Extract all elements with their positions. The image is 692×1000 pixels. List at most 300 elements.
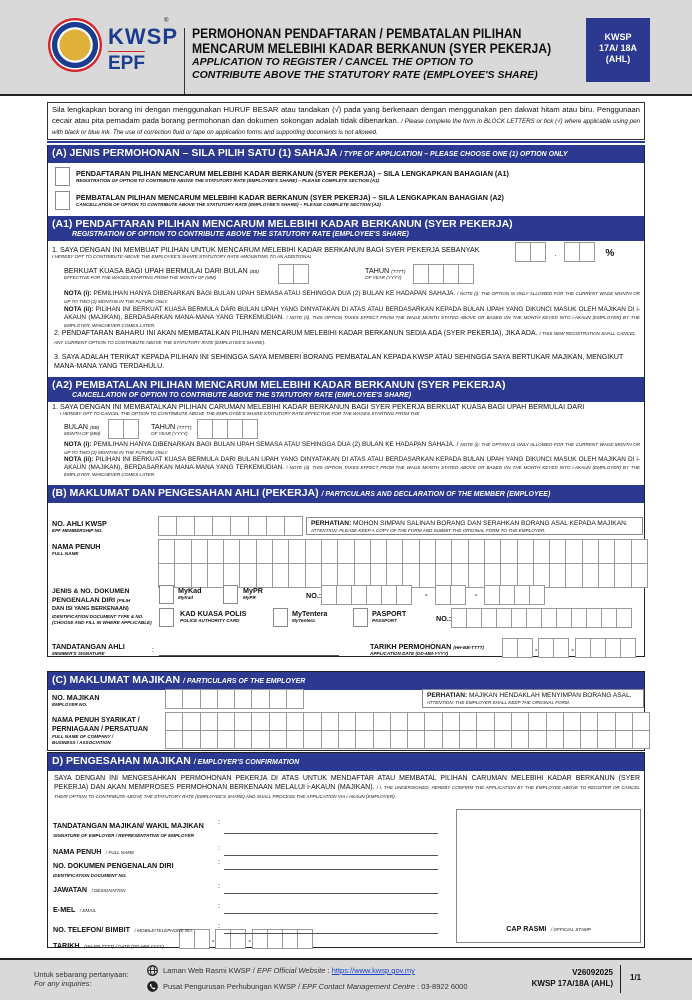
input-box[interactable] xyxy=(632,712,650,731)
input-box[interactable] xyxy=(605,638,621,658)
input-box[interactable] xyxy=(234,712,252,731)
input-box[interactable] xyxy=(278,264,294,284)
input-box[interactable] xyxy=(407,730,425,749)
passport-no-label: NO.: xyxy=(436,614,452,623)
section-b-header: (B) MAKLUMAT DAN PENGESAHAN AHLI (PEKERJA) / PARTICULARS AND DECLARATION OF THE MEMBER (EMPLOYEE) xyxy=(48,485,644,503)
input-box[interactable] xyxy=(182,712,200,731)
input-box[interactable] xyxy=(631,563,648,588)
form-code-badge: KWSP 17A/ 18A (AHL) xyxy=(586,18,650,82)
a1-item3: 3. SAYA ADALAH TERIKAT KEPADA PILIHAN INI SEHINGGA SAYA MEMBERI BORANG PEMBATALAN KEPADA KWSP ATAU SEHINGGA SAYA BERTUKAR MAJIKAN, MENGIKUT MANA-MANA YANG TERDAHULU. xyxy=(54,354,624,370)
footer xyxy=(0,958,692,1000)
input-box[interactable] xyxy=(269,689,287,709)
employer-field-label: NAMA PENUH / FULL NAME xyxy=(53,847,135,856)
company-name-row-2[interactable] xyxy=(166,730,650,749)
input-box[interactable] xyxy=(373,712,391,731)
input-box[interactable] xyxy=(390,730,408,749)
input-box[interactable] xyxy=(200,730,218,749)
input-box[interactable] xyxy=(494,730,512,749)
employer-field-line[interactable] xyxy=(224,933,438,934)
input-box[interactable] xyxy=(227,419,243,439)
employer-field-label: E-MEL / EMAIL xyxy=(53,905,97,914)
input-box[interactable] xyxy=(215,929,231,949)
stamp-label: CAP RASMI / OFFICIAL STAMP xyxy=(506,924,591,933)
input-box[interactable] xyxy=(286,712,304,731)
input-box[interactable] xyxy=(293,264,309,284)
input-box[interactable] xyxy=(451,539,468,564)
dash: - xyxy=(535,645,538,655)
input-box[interactable] xyxy=(123,419,139,439)
employer-field-label: TANDATANGAN MAJIKAN/ WAKIL MAJIKAN SIGNATURE OF EMPLOYER / REPRESENTATIVE OF EMPLOYER xyxy=(53,821,204,838)
signature-label: TANDATANGAN AHLI MEMBER'S SIGNATURE xyxy=(52,642,125,656)
input-box[interactable] xyxy=(511,712,529,731)
input-box[interactable] xyxy=(182,689,200,709)
year-boxes[interactable] xyxy=(576,638,636,658)
input-box[interactable] xyxy=(616,608,632,628)
input-box[interactable] xyxy=(194,929,210,949)
mykad-checkbox[interactable] xyxy=(159,585,174,604)
phone-icon xyxy=(147,981,158,994)
section-d xyxy=(47,752,645,948)
option-register[interactable] xyxy=(55,167,70,186)
input-box[interactable] xyxy=(305,563,322,588)
input-box[interactable] xyxy=(517,638,533,658)
input-box[interactable] xyxy=(615,730,633,749)
colon: : xyxy=(218,843,220,852)
section-a xyxy=(47,145,645,217)
input-box[interactable] xyxy=(370,539,387,564)
input-box[interactable] xyxy=(165,730,183,749)
decimal-point: . xyxy=(554,249,557,259)
input-box[interactable] xyxy=(256,563,273,588)
input-box[interactable] xyxy=(428,264,444,284)
mytentera-label: MyTentera MyTentera xyxy=(292,609,328,623)
percent-decimal[interactable] xyxy=(565,242,595,262)
input-box[interactable] xyxy=(499,585,515,605)
input-box[interactable] xyxy=(286,689,304,709)
a2-year-label: TAHUN (TTTT) OF YEAR (YYYY) xyxy=(151,422,192,436)
employer-attention-note: PERHATIAN: MAJIKAN HENDAKLAH MENYIMPAN BORANG ASAL. ATTENTION: THE EMPLOYER SHALL KEEP THE ORIGINAL FORM. xyxy=(422,689,644,708)
input-box[interactable] xyxy=(484,585,500,605)
employer-field-line[interactable] xyxy=(224,869,438,870)
epf-no-boxes[interactable] xyxy=(159,516,303,536)
input-box[interactable] xyxy=(407,712,425,731)
input-box[interactable] xyxy=(338,712,356,731)
input-box[interactable] xyxy=(598,539,615,564)
globe-icon xyxy=(147,965,158,978)
contact-line: Pusat Pengurusan Perhubungan KWSP / EPF Contact Management Centre : 03-8922 6000 xyxy=(163,982,468,991)
register-checkbox[interactable] xyxy=(55,167,70,186)
a1-item2: 2. PENDAFTARAN BAHARU INI AKAN MEMBATALKAN PILIHAN MENCARUM MELEBIHI KADAR BERKANUN SEDIA ADA (SYER PEKERJA), JIKA ADA. / THIS NEW REGISTRATION SHALL CANCEL ANY CURRENT OPTION TO CONTRIBUTE ABOVE THE STATUTORY RATE (EMPLOYEE'S SHARE). xyxy=(54,330,636,345)
input-box[interactable] xyxy=(390,712,408,731)
input-box[interactable] xyxy=(321,539,338,564)
input-box[interactable] xyxy=(381,585,397,605)
application-date-input xyxy=(503,638,636,658)
passport-option[interactable] xyxy=(353,608,368,627)
input-box[interactable] xyxy=(459,730,477,749)
input-box[interactable] xyxy=(590,638,606,658)
input-box[interactable] xyxy=(266,516,285,536)
dash: - xyxy=(248,936,251,946)
divider xyxy=(184,28,185,94)
logo-epf-text: EPF xyxy=(108,53,145,74)
input-box[interactable] xyxy=(424,712,442,731)
input-box[interactable] xyxy=(476,730,494,749)
input-box[interactable] xyxy=(336,585,352,605)
input-box[interactable] xyxy=(165,689,183,709)
colon: : xyxy=(218,817,220,826)
employer-field-label: NO. TELEFON/ BIMBIT / MOBILE/TELEPHONE NO. xyxy=(53,925,193,934)
input-box[interactable] xyxy=(419,539,436,564)
a1-item1: 1. SAYA DENGAN INI MEMBUAT PILIHAN UNTUK MENCARUM MELEBIHI KADAR BERKANUN BAGI SYER PEKERJA SEBANYAK I HEREBY OPT TO CONTRIBUTE ABOVE THE EMPLOYEE'S SHARE STATUTORY RATE AMOUNTING TO AN ADDITIONAL xyxy=(52,245,480,259)
colon: : xyxy=(218,881,220,890)
input-box[interactable] xyxy=(450,585,466,605)
input-box[interactable] xyxy=(530,242,546,262)
employer-field-label: NO. DOKUMEN PENGENALAN DIRI IDENTIFICATION DOCUMENT NO. xyxy=(53,861,174,878)
input-box[interactable] xyxy=(239,539,256,564)
input-box[interactable] xyxy=(601,608,617,628)
input-box[interactable] xyxy=(553,638,569,658)
company-name-row-1[interactable] xyxy=(166,712,650,731)
input-box[interactable] xyxy=(217,712,235,731)
input-box[interactable] xyxy=(549,539,566,564)
input-box[interactable] xyxy=(239,563,256,588)
input-box[interactable] xyxy=(217,689,235,709)
logo-kwsp-text: KWSP xyxy=(108,24,178,49)
input-box[interactable] xyxy=(288,563,305,588)
input-box[interactable] xyxy=(586,608,602,628)
input-box[interactable] xyxy=(242,419,258,439)
input-box[interactable] xyxy=(182,730,200,749)
employer-field-label: JAWATAN / DESIGNATION xyxy=(53,885,126,894)
input-box[interactable] xyxy=(538,638,554,658)
input-box[interactable] xyxy=(582,539,599,564)
input-box[interactable] xyxy=(514,585,530,605)
input-box[interactable] xyxy=(197,419,213,439)
passport-checkbox[interactable] xyxy=(353,608,368,627)
divider xyxy=(47,141,645,143)
input-box[interactable] xyxy=(563,730,581,749)
input-box[interactable] xyxy=(402,539,419,564)
input-box[interactable] xyxy=(191,563,208,588)
input-box[interactable] xyxy=(565,539,582,564)
input-box[interactable] xyxy=(234,689,252,709)
application-date-label: TARIKH PERMOHONAN (HH-BB-TTTT) APPLICATION DATE (DD-MM-YYYY) xyxy=(370,642,484,656)
input-box[interactable] xyxy=(251,712,269,731)
input-box[interactable] xyxy=(435,539,452,564)
passport-no-boxes[interactable] xyxy=(452,608,632,628)
input-box[interactable] xyxy=(158,516,177,536)
input-box[interactable] xyxy=(272,563,289,588)
input-box[interactable] xyxy=(174,539,191,564)
kwsp-logo xyxy=(48,18,102,72)
input-box[interactable] xyxy=(297,929,313,949)
mytentera-checkbox[interactable] xyxy=(273,608,288,627)
section-c-header: (C) MAKLUMAT MAJIKAN / PARTICULARS OF THE EMPLOYER xyxy=(48,672,644,690)
input-box[interactable] xyxy=(580,730,598,749)
input-box[interactable] xyxy=(476,712,494,731)
form-title: PERMOHONAN PENDAFTARAN / PEMBATALAN PILIHAN MENCARUM MELEBIHI KADAR BERKANUN (SYER PEKERJA) xyxy=(192,26,552,56)
a1-month-boxes[interactable] xyxy=(279,264,309,284)
colon: : xyxy=(218,901,220,910)
section-c xyxy=(47,671,645,751)
input-box[interactable] xyxy=(230,516,249,536)
input-box[interactable] xyxy=(515,242,531,262)
colon: : xyxy=(218,921,220,930)
input-box[interactable] xyxy=(269,730,287,749)
input-box[interactable] xyxy=(620,638,636,658)
input-box[interactable] xyxy=(511,608,527,628)
header xyxy=(0,0,692,96)
colon: : xyxy=(152,645,154,654)
mypr-option[interactable] xyxy=(223,585,238,604)
input-box[interactable] xyxy=(597,730,615,749)
input-box[interactable] xyxy=(200,712,218,731)
official-stamp-box[interactable] xyxy=(456,809,641,943)
epf-no-label: NO. AHLI KWSP EPF MEMBERSHIP NO. xyxy=(52,519,107,533)
day-boxes[interactable] xyxy=(503,638,533,658)
percent-whole[interactable] xyxy=(516,242,546,262)
input-box[interactable] xyxy=(442,730,460,749)
input-box[interactable] xyxy=(435,585,451,605)
input-box[interactable] xyxy=(212,516,231,536)
section-a2 xyxy=(47,377,645,486)
input-box[interactable] xyxy=(598,563,615,588)
input-box[interactable] xyxy=(194,516,213,536)
inquiries-label: Untuk sebarang pertanyaan: For any inquiries: xyxy=(34,970,129,988)
input-box[interactable] xyxy=(424,730,442,749)
input-box[interactable] xyxy=(546,730,564,749)
mytentera-option[interactable] xyxy=(273,608,288,627)
section-b xyxy=(47,485,645,657)
employer-date-input xyxy=(180,929,313,949)
input-box[interactable] xyxy=(108,419,124,439)
input-box[interactable] xyxy=(526,608,542,628)
input-box[interactable] xyxy=(468,563,485,588)
input-box[interactable] xyxy=(571,608,587,628)
section-a-header: (A) JENIS PERMOHONAN – SILA PILIH SATU (1) SAHAJA / TYPE OF APPLICATION – PLEASE CHOOSE ONE (1) OPTION ONLY xyxy=(48,145,644,163)
input-box[interactable] xyxy=(528,730,546,749)
employer-field-line[interactable] xyxy=(224,833,438,834)
divider xyxy=(620,965,621,993)
input-box[interactable] xyxy=(564,242,580,262)
input-box[interactable] xyxy=(165,712,183,731)
input-box[interactable] xyxy=(252,929,268,949)
input-box[interactable] xyxy=(207,563,224,588)
input-box[interactable] xyxy=(546,712,564,731)
mypr-label: MyPR MyPR xyxy=(243,586,263,600)
input-box[interactable] xyxy=(251,730,269,749)
a1-notes: NOTA (i): PEMILIHAN HANYA DIBENARKAN BAGI BULAN UPAH SEMASA ATAU SEHINGGA DUA (2) BULAN KE HADAPAN SAHAJA. / NOTE (i): THE OPTION IS ONLY ALLOWED FOR THE CURRENT WAGE MONTH OR UP TO TWO (2) MONTHS IN THE FUTURE ONLY. NOTA (ii): PILIHAN INI BERKUAT KUASA BERMULA DARI BULAN UPAH YANG DINYATAKAN DI ATAS ATAU BERDASARKAN KEPADA BULAN UPAH YANG DIKUNCI MASUK OLEH MAJIKAN DI i-AKAUN (MAJIKAN), BERDASARKAN MANA-MANA YANG TERKEMUDIAN. / NOTE (ii): THIS OPTION TAKES EFFECT FROM THE WAGE MONTH STATED ABOVE OR BASED ON THE MONTH KEYED INTO i-AKAUN (EMPLOYER) BY THE EMPLOYER, WHICHEVER COMES LATER. xyxy=(64,290,641,328)
input-box[interactable] xyxy=(321,712,339,731)
input-box[interactable] xyxy=(575,638,591,658)
input-box[interactable] xyxy=(158,539,175,564)
employer-no-label: NO. MAJIKAN EMPLOYER NO. xyxy=(52,693,100,707)
police-label: KAD KUASA POLIS POLICE AUTHORITY CARD xyxy=(180,609,247,623)
input-box[interactable] xyxy=(272,539,289,564)
input-box[interactable] xyxy=(632,730,650,749)
section-a1-header: (A1) PENDAFTARAN PILIHAN MENCARUM MELEBIHI KADAR BERKANUN (SYER PEKERJA) REGISTRATION OF OPTION TO CONTRIBUTE ABOVE THE STATUTORY RATE (EMPLOYEE'S SHARE) xyxy=(48,216,644,241)
mykad-label: MyKad MyKad xyxy=(178,586,202,600)
input-box[interactable] xyxy=(354,539,371,564)
a2-month-label: BULAN (BB) MONTH OF (MM) xyxy=(64,422,101,436)
id-doc-label: JENIS & NO. DOKUMEN PENGENALAN DIRI (PILIH DAN ISI YANG BERKENAAN) IDENTIFICATION DOCUMENT TYPE & NO. (CHOOSE AND FILL IN WHERE APPLICABLE) xyxy=(52,588,152,625)
input-box[interactable] xyxy=(597,712,615,731)
input-box[interactable] xyxy=(223,539,240,564)
input-box[interactable] xyxy=(496,608,512,628)
input-box[interactable] xyxy=(321,585,337,605)
passport-label: PASPORT PASSPORT xyxy=(372,609,407,623)
police-checkbox[interactable] xyxy=(159,608,174,627)
input-box[interactable] xyxy=(419,563,436,588)
option-cancel[interactable] xyxy=(55,191,70,210)
employer-field-line[interactable] xyxy=(224,893,438,894)
input-box[interactable] xyxy=(443,264,459,284)
input-box[interactable] xyxy=(533,539,550,564)
employer-field-line[interactable] xyxy=(224,855,438,856)
employer-field-line[interactable] xyxy=(224,913,438,914)
input-box[interactable] xyxy=(337,539,354,564)
input-box[interactable] xyxy=(466,608,482,628)
a1-year-label: TAHUN (TTTT) OF YEAR (YYYY) xyxy=(365,266,406,280)
section-a1 xyxy=(47,216,645,378)
section-a2-header: (A2) PEMBATALAN PILIHAN MENCARUM MELEBIHI KADAR BERKANUN (SYER PEKERJA) CANCELLATION OF OPTION TO CONTRIBUTE ABOVE THE STATUTORY RATE (EMPLOYEE'S SHARE) xyxy=(48,377,644,402)
full-name-row-1[interactable] xyxy=(159,539,648,564)
mykad-option[interactable] xyxy=(159,585,174,604)
input-box[interactable] xyxy=(251,689,269,709)
input-box[interactable] xyxy=(200,689,218,709)
input-box[interactable] xyxy=(563,712,581,731)
option-cancel-label: PEMBATALAN PILIHAN MENCARUM MELEBIHI KADAR BERKANUN (SYER PEKERJA) – SILA LENGKAPKAN BAHAGIAN (A2) CANCELLATION OF OPTION TO CONTRIBUTE ABOVE THE STATUTORY RATE (EMPLOYEE'S SHARE) – PLEASE COMPLETE SECTION (A2) xyxy=(76,193,504,207)
id-no-part3[interactable] xyxy=(485,585,545,605)
percent-input xyxy=(516,242,614,262)
police-option[interactable] xyxy=(159,608,174,627)
input-box[interactable] xyxy=(373,730,391,749)
dash: - xyxy=(425,590,428,599)
input-box[interactable] xyxy=(484,539,501,564)
input-box[interactable] xyxy=(191,539,208,564)
input-box[interactable] xyxy=(458,264,474,284)
id-no-label: NO.: xyxy=(306,591,322,600)
month-boxes[interactable] xyxy=(539,638,569,658)
a2-year-boxes[interactable] xyxy=(198,419,258,439)
input-box[interactable] xyxy=(502,638,518,658)
cancel-checkbox[interactable] xyxy=(55,191,70,210)
percent-sign: % xyxy=(605,248,615,260)
employer-date-label: TARIKH (HH-BB-TTTT) / DATE (DD-MM-YYYY) xyxy=(53,941,164,950)
input-box[interactable] xyxy=(282,929,298,949)
dash: - xyxy=(475,590,478,599)
input-box[interactable] xyxy=(511,730,529,749)
input-box[interactable] xyxy=(451,608,467,628)
website-link[interactable]: https://www.kwsp.gov.my xyxy=(331,966,415,975)
input-box[interactable] xyxy=(286,730,304,749)
input-box[interactable] xyxy=(442,712,460,731)
input-box[interactable] xyxy=(413,264,429,284)
input-box[interactable] xyxy=(529,585,545,605)
employer-no-boxes[interactable] xyxy=(166,689,304,709)
input-box[interactable] xyxy=(528,712,546,731)
input-box[interactable] xyxy=(541,608,557,628)
input-box[interactable] xyxy=(230,929,246,949)
dash: - xyxy=(212,936,215,946)
dash: - xyxy=(571,645,574,655)
input-box[interactable] xyxy=(351,585,367,605)
input-box[interactable] xyxy=(556,608,572,628)
input-box[interactable] xyxy=(579,242,595,262)
input-box[interactable] xyxy=(580,712,598,731)
input-box[interactable] xyxy=(614,563,631,588)
website-line: Laman Web Rasmi KWSP / EPF Official Website : https://www.kwsp.gov.my xyxy=(163,966,415,975)
employer-declaration: SAYA DENGAN INI MENGESAHKAN PERMOHONAN PEKERJA DI ATAS UNTUK MENDAFTAR ATAU MEMBATAL PILIHAN CARUMAN MELEBIHI KADAR BERKANUN (SYER PEKERJA) DAN AKAN MEMPROSES PERMOHONAN BERKENAAN MELALUI i-AKAUN (MAJIKAN). / I, THE UNDERSIGNED, HEREBY CONFIRM THE APPLICATION BY THE EMPLOYEE ABOVE TO REGISTER OR CANCEL THEIR OPTION TO CONTRIBUTE ABOVE THE STATUTORY RATE (EMPLOYEE'S SHARE) AND SHALL PROCESS THE APPLICATION VIA i-AKAUN (EMPLOYER). xyxy=(54,775,640,799)
mypr-checkbox[interactable] xyxy=(223,585,238,604)
input-box[interactable] xyxy=(338,730,356,749)
input-box[interactable] xyxy=(481,608,497,628)
input-box[interactable] xyxy=(459,712,477,731)
input-box[interactable] xyxy=(174,563,191,588)
input-box[interactable] xyxy=(631,539,648,564)
input-box[interactable] xyxy=(303,712,321,731)
input-box[interactable] xyxy=(355,712,373,731)
input-box[interactable] xyxy=(386,539,403,564)
month-boxes[interactable] xyxy=(216,929,246,949)
form-title-en: APPLICATION TO REGISTER / CANCEL THE OPTION TO CONTRIBUTE ABOVE THE STATUTORY RATE (EMPLOYEE'S SHARE) xyxy=(192,56,538,81)
input-box[interactable] xyxy=(565,563,582,588)
colon: : xyxy=(218,857,220,866)
form-version: V26092025 KWSP 17A/18A (AHL) xyxy=(531,968,613,988)
input-box[interactable] xyxy=(267,929,283,949)
input-box[interactable] xyxy=(256,539,273,564)
input-box[interactable] xyxy=(288,539,305,564)
section-d-header: D) PENGESAHAN MAJIKAN / EMPLOYER'S CONFIRMATION xyxy=(48,753,644,771)
input-box[interactable] xyxy=(207,539,224,564)
option-register-label: PENDAFTARAN PILIHAN MENCARUM MELEBIHI KADAR BERKANUN (SYER PEKERJA) – SILA LENGKAPKAN BAHAGIAN (A1) REGISTRATION OF OPTION TO CONTRIBUTE ABOVE THE STATUTORY RATE (EMPLOYEE'S SHARE) – PLEASE COMPLETE SECTION (A1) xyxy=(76,169,509,183)
input-box[interactable] xyxy=(212,419,228,439)
input-box[interactable] xyxy=(355,730,373,749)
input-box[interactable] xyxy=(500,539,517,564)
company-name-label: NAMA PENUH SYARIKAT / PERNIAGAAN / PERSATUAN FULL NAME OF COMPANY / BUSINESS / ASSOCIATION xyxy=(52,717,148,745)
signature-line[interactable] xyxy=(159,655,339,656)
registered-mark: ® xyxy=(164,18,169,24)
input-box[interactable] xyxy=(321,730,339,749)
a1-month-label: BERKUAT KUASA BAGI UPAH BERMULAI DARI BULAN (BB) EFFECTIVE FOR THE WAGES STARTING FROM THE MONTH OF (MM) xyxy=(64,266,259,280)
input-box[interactable] xyxy=(284,516,303,536)
a2-notes: NOTA (i): PEMILIHAN HANYA DIBENARKAN BAGI BULAN UPAH SEMASA ATAU SEHINGGA DUA (2) BULAN KE HADAPAN SAHAJA. / NOTE (i): THE OPTION IS ONLY ALLOWED FOR THE CURRENT WAGE MONTH OR UP TO TWO (2) MONTHS IN THE FUTURE ONLY. NOTA (ii): PILIHAN INI BERKUAT KUASA BERMULA DARI BULAN UPAH YANG DINYATAKAN DI ATAS ATAU BERDASARKAN KEPADA BULAN UPAH YANG DIKUNCI MASUK OLEH MAJIKAN DI i-AKAUN (MAJIKAN), BERDASARKAN MANA-MANA YANG TERKEMUDIAN. / NOTE (ii): THIS OPTION TAKES EFFECT FROM THE WAGE MONTH STATED ABOVE OR BASED ON THE MONTH KEYED INTO i-AKAUN (EMPLOYER) BY THE EMPLOYER, WHICHEVER COMES LATER. xyxy=(64,441,641,478)
input-box[interactable] xyxy=(305,539,322,564)
a2-item1: 1. SAYA DENGAN INI MEMBATALKAN PILIHAN CARUMAN MELEBIHI KADAR BERKANUN BAGI SYER PEKERJA BERKUAT KUASA BAGI UPAH BERMULAI DARI I HEREBY OPT TO CANCEL THE OPTION TO CONTRIBUTE ABOVE THE EMPLOYEE'S SHARE STATUTORY RATE EFFECTIVE FOR THE WAGES STARTING FROM THE xyxy=(52,402,585,416)
a2-month-boxes[interactable] xyxy=(109,419,139,439)
input-box[interactable] xyxy=(248,516,267,536)
id-no-part1[interactable] xyxy=(322,585,412,605)
input-box[interactable] xyxy=(615,712,633,731)
input-box[interactable] xyxy=(494,712,512,731)
input-box[interactable] xyxy=(366,585,382,605)
year-boxes[interactable] xyxy=(253,929,313,949)
input-box[interactable] xyxy=(517,539,534,564)
input-box[interactable] xyxy=(217,730,235,749)
input-box[interactable] xyxy=(303,730,321,749)
page-number: 1/1 xyxy=(630,973,642,982)
input-box[interactable] xyxy=(468,539,485,564)
input-box[interactable] xyxy=(614,539,631,564)
input-box[interactable] xyxy=(396,585,412,605)
input-box[interactable] xyxy=(549,563,566,588)
input-box[interactable] xyxy=(234,730,252,749)
input-box[interactable] xyxy=(176,516,195,536)
input-box[interactable] xyxy=(269,712,287,731)
input-box[interactable] xyxy=(582,563,599,588)
a1-year-boxes[interactable] xyxy=(414,264,474,284)
id-no-part2[interactable] xyxy=(436,585,466,605)
